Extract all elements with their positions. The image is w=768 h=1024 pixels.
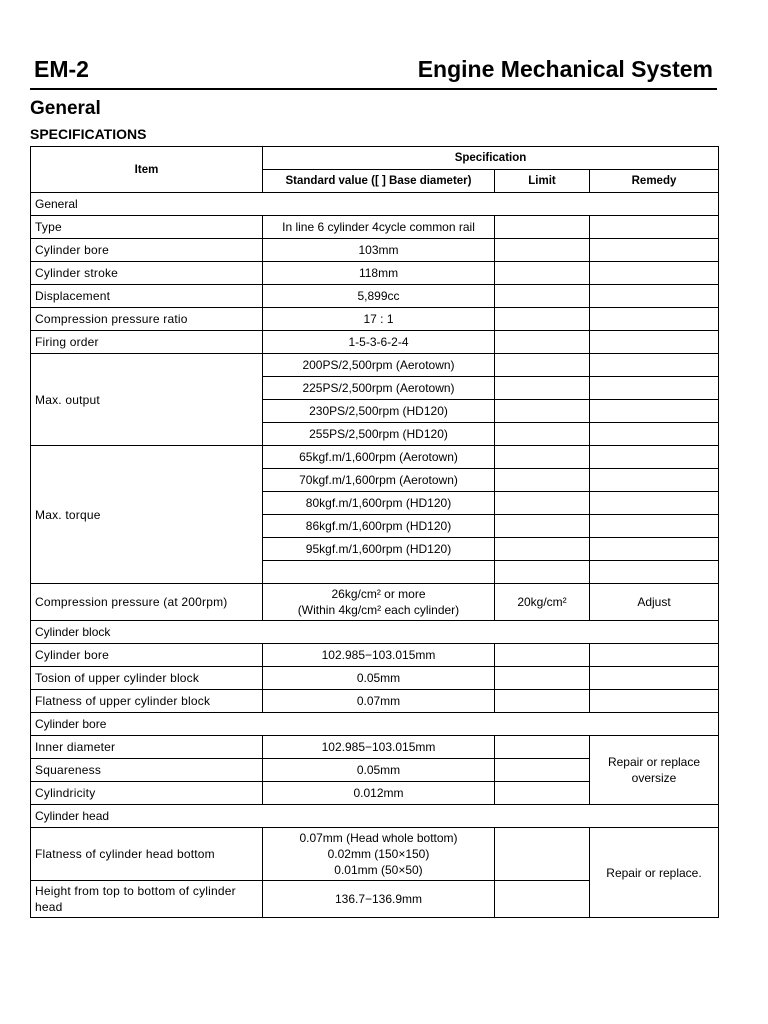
- row-value: 103mm: [263, 239, 495, 262]
- value-line: Repair or replace: [607, 755, 701, 769]
- row-value: 0.012mm: [263, 782, 495, 805]
- value-line: (Within 4kg/cm² each cylinder): [297, 603, 460, 617]
- row-label: Max. output: [31, 354, 263, 446]
- value-line: 0.01mm (50×50): [334, 863, 423, 877]
- row-remedy: Adjust: [590, 584, 719, 621]
- row-label: Type: [31, 216, 263, 239]
- row-label: Cylinder bore: [31, 644, 263, 667]
- row-label: Compression pressure (at 200rpm): [31, 584, 263, 621]
- row-label: Firing order: [31, 331, 263, 354]
- section-cylinder-block: Cylinder block: [31, 621, 719, 644]
- row-label: Inner diameter: [31, 736, 263, 759]
- row-value: 80kgf.m/1,600rpm (HD120): [263, 492, 495, 515]
- table-row: [31, 690, 719, 713]
- table-row: [31, 239, 719, 262]
- row-label: Tosion of upper cylinder block: [31, 667, 263, 690]
- table-row: [31, 354, 719, 377]
- table-row: [31, 262, 719, 285]
- row-label: Displacement: [31, 285, 263, 308]
- row-value: 136.7−136.9mm: [263, 881, 495, 918]
- row-label: Height from top to bottom of cylinder head: [31, 881, 263, 918]
- row-value: 255PS/2,500rpm (HD120): [263, 423, 495, 446]
- table-row: [31, 331, 719, 354]
- row-label: Cylinder bore: [31, 239, 263, 262]
- row-label: Compression pressure ratio: [31, 308, 263, 331]
- row-value: 1-5-3-6-2-4: [263, 331, 495, 354]
- row-limit: 20kg/cm²: [495, 584, 590, 621]
- header-limit: Limit: [495, 170, 590, 193]
- row-value: 0.05mm: [263, 759, 495, 782]
- row-remedy: Repair or replace.: [590, 828, 719, 918]
- row-value: 65kgf.m/1,600rpm (Aerotown): [263, 446, 495, 469]
- row-label: Cylindricity: [31, 782, 263, 805]
- table-row: [31, 667, 719, 690]
- row-value: 17 : 1: [263, 308, 495, 331]
- row-value: 0.05mm: [263, 667, 495, 690]
- row-value: 225PS/2,500rpm (Aerotown): [263, 377, 495, 400]
- row-label: Flatness of upper cylinder block: [31, 690, 263, 713]
- value-line: 0.02mm (150×150): [327, 847, 430, 861]
- row-value: In line 6 cylinder 4cycle common rail: [263, 216, 495, 239]
- header-standard-value: Standard value ([ ] Base diameter): [263, 170, 495, 193]
- row-value: 70kgf.m/1,600rpm (Aerotown): [263, 469, 495, 492]
- row-label: Cylinder stroke: [31, 262, 263, 285]
- row-value: 86kgf.m/1,600rpm (HD120): [263, 515, 495, 538]
- row-value: [263, 584, 495, 621]
- table-row: [31, 828, 719, 881]
- table-row: [31, 644, 719, 667]
- section-general: General: [31, 193, 719, 216]
- row-label: Squareness: [31, 759, 263, 782]
- value-line: oversize: [631, 771, 677, 785]
- section-cylinder-head: Cylinder head: [31, 805, 719, 828]
- row-value: 5,899cc: [263, 285, 495, 308]
- row-value: 0.07mm: [263, 690, 495, 713]
- page-heading: General: [30, 98, 101, 119]
- row-value: 102.985−103.015mm: [263, 644, 495, 667]
- row-label: Max. torque: [31, 446, 263, 584]
- row-value: 95kgf.m/1,600rpm (HD120): [263, 538, 495, 561]
- table-row: [31, 446, 719, 469]
- header-specification: Specification: [263, 147, 719, 170]
- page-header: [30, 56, 717, 90]
- value-line: 26kg/cm² or more: [331, 587, 426, 601]
- row-value: 118mm: [263, 262, 495, 285]
- specifications-table: [30, 146, 719, 918]
- header-item: Item: [31, 147, 263, 193]
- table-row: [31, 308, 719, 331]
- section-cylinder-bore: Cylinder bore: [31, 713, 719, 736]
- row-value: 102.985−103.015mm: [263, 736, 495, 759]
- row-value: 200PS/2,500rpm (Aerotown): [263, 354, 495, 377]
- section-title: Engine Mechanical System: [417, 56, 713, 82]
- value-line: 0.07mm (Head whole bottom): [299, 831, 458, 845]
- table-row: [31, 584, 719, 621]
- page-id: EM-2: [34, 56, 89, 82]
- specifications-heading: SPECIFICATIONS: [30, 126, 147, 142]
- row-label: Flatness of cylinder head bottom: [31, 828, 263, 881]
- row-value: [263, 828, 495, 881]
- row-value: 230PS/2,500rpm (HD120): [263, 400, 495, 423]
- row-remedy: [590, 736, 719, 805]
- table-row: [31, 736, 719, 759]
- table-row: [31, 285, 719, 308]
- header-remedy: Remedy: [590, 170, 719, 193]
- table-row: [31, 216, 719, 239]
